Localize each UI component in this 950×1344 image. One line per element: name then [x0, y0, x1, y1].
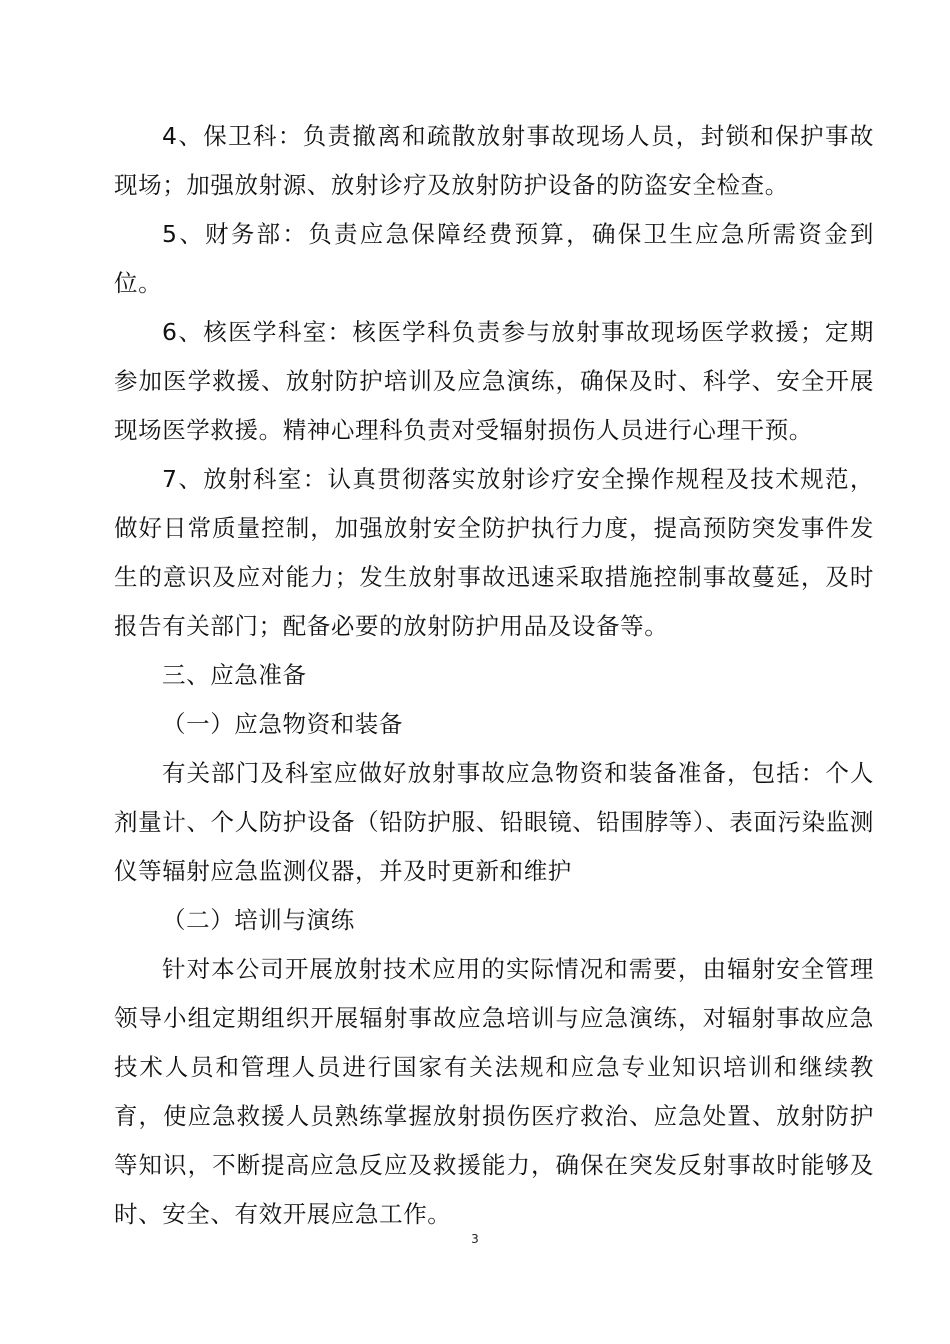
paragraph-radiology: 7、放射科室：认真贯彻落实放射诊疗安全操作规程及技术规范，做好日常质量控制，加强放射安全防护执行力度，提高预防突发事件发生的意识及应对能力；发生放射事故迅速采取措施控制事故蔓延，及时报告有关部门；配备必要的放射防护用品及设备等。 [114, 465, 874, 640]
document-body [114, 112, 874, 1239]
paragraph-finance-dept: 5、财务部：负责应急保障经费预算，确保卫生应急所需资金到位。 [114, 220, 874, 297]
paragraph-security-dept: 4、保卫科：负责撤离和疏散放射事故现场人员，封锁和保护事故现场；加强放射源、放射诊疗及放射防护设备的防盗安全检查。 [114, 122, 874, 199]
paragraph-nuclear-medicine: 6、核医学科室：核医学科负责参与放射事故现场医学救援；定期参加医学救援、放射防护培训及应急演练，确保及时、科学、安全开展现场医学救援。精神心理科负责对受辐射损伤人员进行心理干预。 [114, 318, 874, 444]
page-number: 3 [471, 1232, 479, 1246]
subheading-materials-equipment: （一）应急物资和装备 [162, 710, 403, 738]
paragraph-materials-equipment: 有关部门及科室应做好放射事故应急物资和装备准备，包括：个人剂量计、个人防护设备（铅防护服、铅眼镜、铅围脖等）、表面污染监测仪等辐射应急监测仪器，并及时更新和维护 [114, 759, 874, 885]
subheading-training-drills: （二）培训与演练 [162, 906, 355, 934]
paragraph-training-drills: 针对本公司开展放射技术应用的实际情况和需要，由辐射安全管理领导小组定期组织开展辐射事故应急培训与应急演练，对辐射事故应急技术人员和管理人员进行国家有关法规和应急专业知识培训和继续教育，使应急救援人员熟练掌握放射损伤医疗救治、应急处置、放射防护等知识，不断提高应急反应及救援能力，确保在突发反射事故时能够及时、安全、有效开展应急工作。 [114, 955, 874, 1228]
section-heading-emergency-preparation: 三、应急准备 [162, 661, 307, 689]
